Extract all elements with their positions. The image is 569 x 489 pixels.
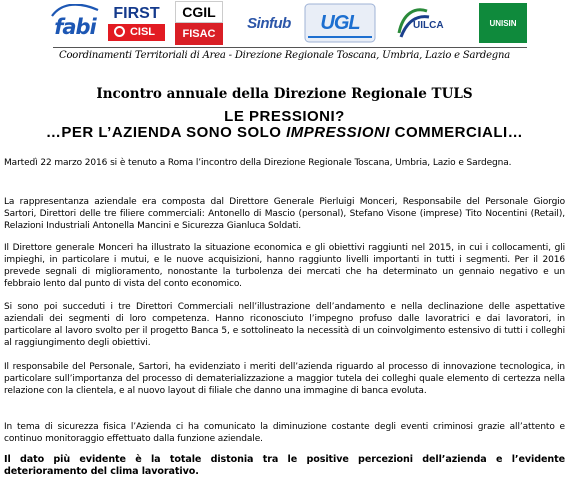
cisl-ring-icon <box>114 26 125 37</box>
paragraph-conclusion: Il dato più evidente è la totale distonia tra le positive percezioni dell’azienda e l’evidente deterioramento del clima lavorativo. <box>4 454 565 478</box>
paragraph-personnel: Il responsabile del Personale, Sartori, ha evidenziato i meriti dell’azienda riguardo al processo di innovazione tecnologica, in particolare sull’importanza del processo di dematerializzazione a maggior tutela dei colleghi quale elemento di certezza nella relazione con la clientela, e al nuovo layout di filiale che danno una immagine di banca evoluta. <box>4 362 565 397</box>
paragraph-commercial-directors: Si sono poi succeduti i tre Direttori Commerciali nell’illustrazione dell’andamento e nella declinazione delle aspettative aziendali dei segmenti di loro competenza. Hanno riconosciuto l’impegno profuso dalle lavoratrici e dai lavoratori, in particolare al lavoro svolto per il progetto Banca 5, e sottolineato la necessità di un coinvolgimento estensivo di tutti i colleghi al raggiungimento degli obiettivi. <box>4 302 565 349</box>
union-logos-bar <box>0 0 569 46</box>
sinfub-logo: Sinfub <box>247 14 291 32</box>
meeting-title: Incontro annuale della Direzione Regionale TULS <box>96 86 473 102</box>
headline-line-1: LE PRESSIONI? <box>224 108 345 125</box>
fabi-swirl-icon <box>50 4 100 18</box>
first-cisl-logo: FIRST CISL <box>110 3 163 43</box>
paragraph-director-report: Il Direttore generale Monceri ha illustrato la situazione economica e gli obiettivi raggiunti nel 2015, in cui i collocamenti, gli impieghi, in particolare i mutui, e le nuove acquisizioni, hanno raggiunto livelli importanti in tutti i segmenti. Per il 2016 prevede segnali di miglioramento, nonostante la turbolenza dei mercati che ha determinato un gennaio negativo e un febbraio lento dal punto di vista del conto economico. <box>4 243 565 290</box>
paragraph-delegation: La rappresentanza aziendale era composta dal Direttore Generale Pierluigi Monceri, Responsabile del Personale Giorgio Sartori, Direttori delle tre filiere commerciali: Antonello di Mascio (personal), Stefano Visone (imprese) Tito Nocentini (Retail), Relazioni Industriali Antonella Mancini e Sicurezza Gianluca Soldati. <box>4 197 565 232</box>
header-divider <box>53 47 527 48</box>
ugl-logo: UGL <box>304 3 376 43</box>
uilca-logo: UILCA <box>393 3 453 43</box>
headline-line-2: …PER L’AZIENDA SONO SOLO IMPRESSIONI COMMERCIALI… <box>45 124 524 141</box>
paragraph-meeting-date: Martedì 22 marzo 2016 si è tenuto a Roma l’incontro della Direzione Regionale Toscana, Umbria, Lazio e Sardegna. <box>4 158 512 168</box>
paragraph-security: In tema di sicurezza fisica l’Azienda ci ha comunicato la diminuzione costante degli eventi criminosi grazie all’attento e continuo monitoraggio effettuato dalla funzione aziendale. <box>4 422 565 445</box>
fabi-logo: fabi <box>48 3 102 43</box>
cgil-fisac-logo: CGIL FISAC <box>175 1 223 45</box>
unisin-logo: UNISIN <box>479 3 527 43</box>
coordination-subtitle: Coordinamenti Territoriali di Area - Direzione Regionale Toscana, Umbria, Lazio e Sardegna <box>59 50 510 61</box>
